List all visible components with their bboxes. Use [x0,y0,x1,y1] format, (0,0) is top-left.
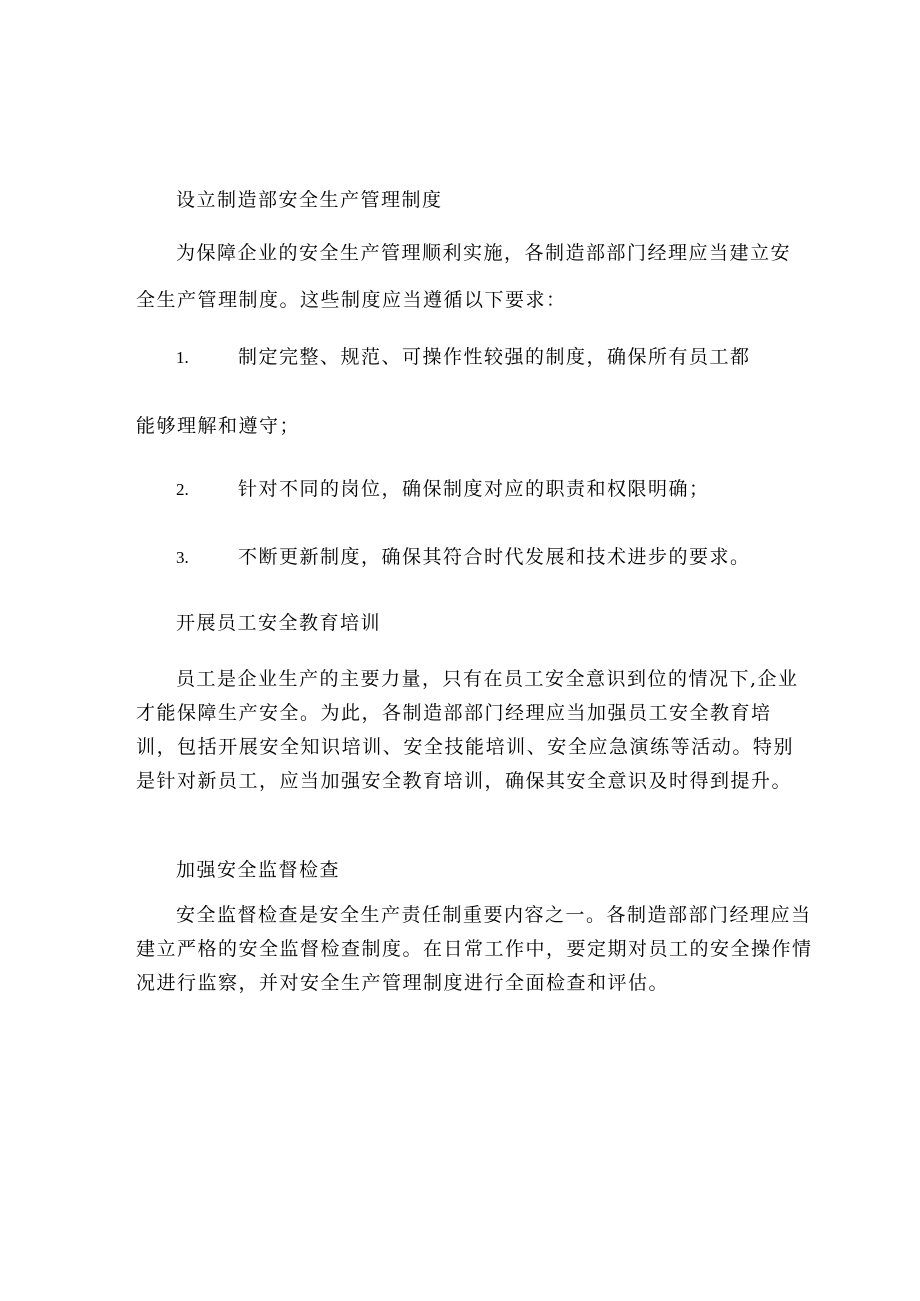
section-heading-safety-training: 开展员工安全教育培训 [176,612,382,634]
section-heading-safety-inspection: 加强安全监督检查 [176,859,341,881]
paragraph-line: 全生产管理制度。这些制度应当遵循以下要求： [136,289,567,311]
paragraph-line: 安全监督检查是安全生产责任制重要内容之一。各制造部部门经理应当 [176,904,812,926]
paragraph-line: 况进行监察，并对安全生产管理制度进行全面检查和评估。 [136,972,670,994]
paragraph-line: 是针对新员工，应当加强安全教育培训，确保其安全意识及时得到提升。 [136,770,793,792]
paragraph-line: 员工是企业生产的主要力量，只有在员工安全意识到位的情况下,企业 [176,668,799,690]
paragraph-line: 为保障企业的安全生产管理顺利实施，各制造部部门经理应当建立安 [176,242,792,264]
section-heading-safety-system: 设立制造部安全生产管理制度 [176,189,443,211]
list-item-text: 不断更新制度，确保其符合时代发展和技术进步的要求。 [238,546,751,568]
list-item-number: 2. [176,480,189,499]
list-item-text: 针对不同的岗位，确保制度对应的职责和权限明确； [238,478,710,500]
paragraph-line: 建立严格的安全监督检查制度。在日常工作中，要定期对员工的安全操作情 [136,938,813,960]
list-item-text: 制定完整、规范、可操作性较强的制度，确保所有员工都 [238,346,751,368]
list-item-number: 3. [176,548,189,567]
paragraph-safety-inspection [136,898,813,1000]
paragraph-safety-training [136,662,799,798]
paragraph-line: 才能保障生产安全。为此，各制造部部门经理应当加强员工安全教育培 [136,702,772,724]
list-item-continuation: 能够理解和遵守； [136,415,301,437]
paragraph-line: 训，包括开展安全知识培训、安全技能培训、安全应急演练等活动。特别 [136,736,794,758]
list-item-number: 1. [176,348,189,367]
